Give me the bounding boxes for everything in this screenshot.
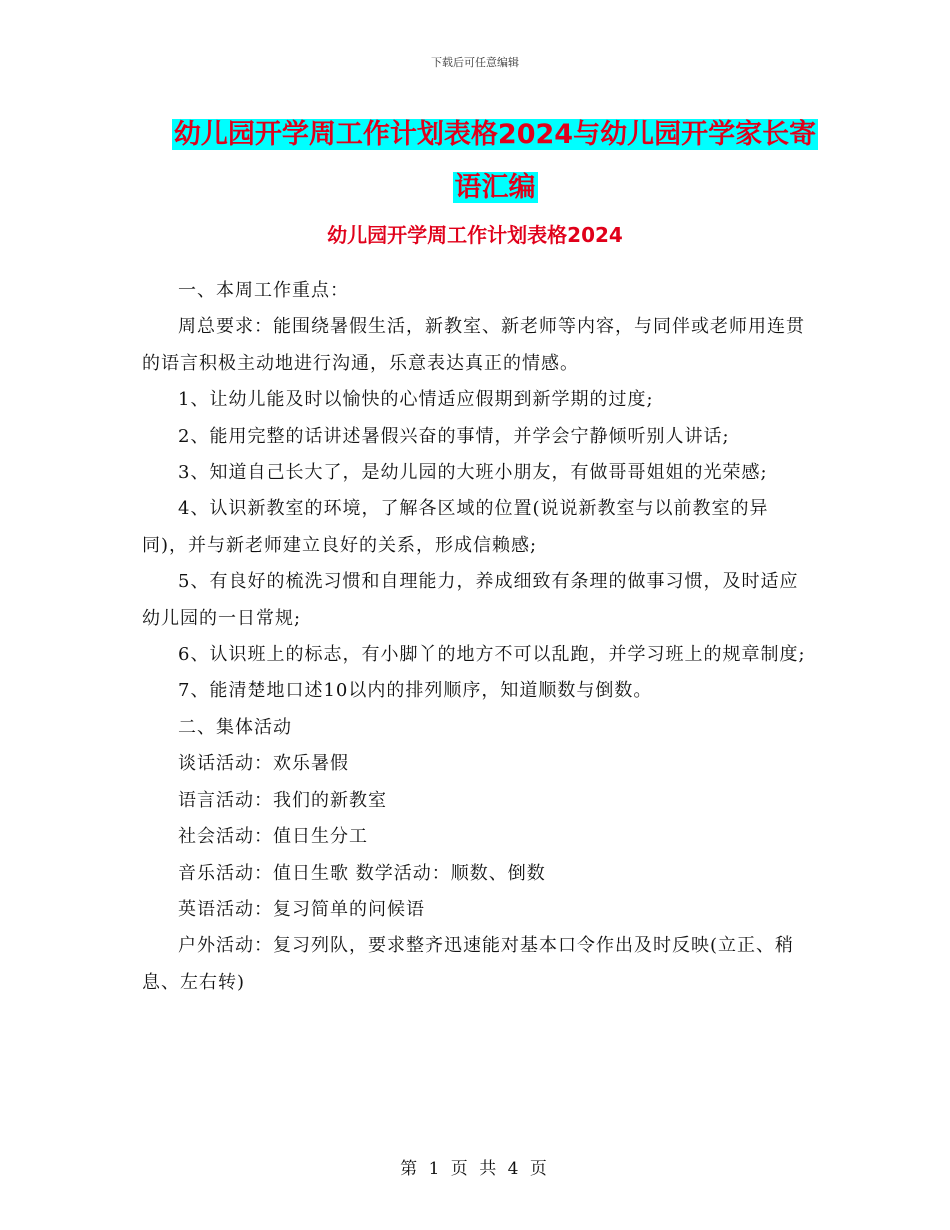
- body-paragraph: 2、能用完整的话讲述暑假兴奋的事情，并学会宁静倾听别人讲话;: [178, 425, 730, 447]
- body-paragraph: 1、让幼儿能及时以愉快的心情适应假期到新学期的过度;: [178, 389, 654, 411]
- document-title: [150, 108, 840, 214]
- document-title-line-2: 语汇编: [454, 172, 536, 203]
- body-paragraph: 社会活动：值日生分工: [178, 826, 368, 848]
- body-paragraph: 二、集体活动: [178, 716, 292, 738]
- body-paragraph: 语言活动：我们的新教室: [178, 789, 387, 811]
- body-paragraph: 3、知道自己长大了，是幼儿园的大班小朋友，有做哥哥姐姐的光荣感;: [178, 462, 768, 484]
- page-number-footer: 第 1 页 共 4 页: [400, 1159, 550, 1179]
- document-title-line-1: 幼儿园开学周工作计划表格2024与幼儿园开学家长寄: [173, 119, 817, 150]
- body-paragraph: 7、能清楚地口述10以内的排列顺序，知道顺数与倒数。: [178, 680, 653, 702]
- body-paragraph: 谈话活动：欢乐暑假: [178, 753, 349, 775]
- body-paragraph: 4、认识新教室的环境，了解各区域的位置(说说新教室与以前教室的异同)，并与新老师建立良好的关系，形成信赖感;: [142, 498, 769, 556]
- body-paragraph: 5、有良好的梳洗习惯和自理能力，养成细致有条理的做事习惯，及时适应幼儿园的一日常规;: [142, 571, 799, 629]
- body-paragraph: 户外活动：复习列队，要求整齐迅速能对基本口令作出及时反映(立正、稍息、左右转): [142, 935, 795, 993]
- document-body: [142, 273, 810, 1001]
- body-paragraph: 周总要求：能围绕暑假生活，新教室、新老师等内容，与同伴或老师用连贯的语言积极主动地进行沟通，乐意表达真正的情感。: [142, 316, 805, 374]
- body-paragraph: 6、认识班上的标志，有小脚丫的地方不可以乱跑，并学习班上的规章制度;: [178, 644, 806, 666]
- body-paragraph: 音乐活动：值日生歌 数学活动：顺数、倒数: [178, 862, 546, 884]
- body-paragraph: 英语活动：复习简单的问候语: [178, 898, 425, 920]
- header-note: 下载后可任意编辑: [431, 56, 519, 69]
- body-paragraph: 一、本周工作重点：: [178, 280, 349, 301]
- section-title: 幼儿园开学周工作计划表格2024: [327, 223, 623, 247]
